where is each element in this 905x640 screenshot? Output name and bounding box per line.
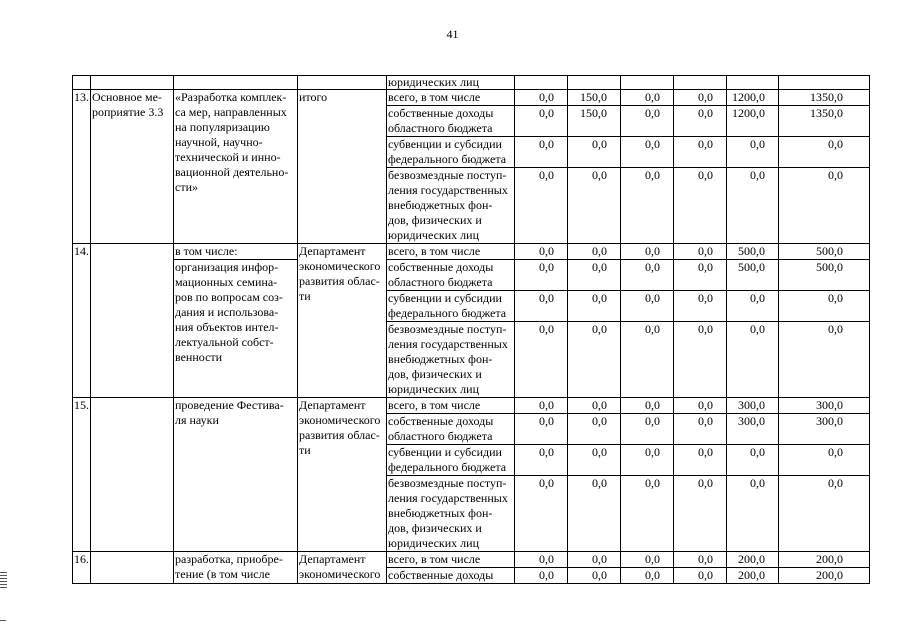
cell-kind [91, 244, 174, 398]
name-line: ров по вопросам соз- [175, 290, 283, 304]
cell-value: 300,0 [727, 414, 779, 445]
cell-value: 0,0 [674, 90, 727, 106]
cell-executor [298, 552, 387, 584]
source-line: всего, в том числе [388, 244, 481, 258]
cell-source [387, 291, 515, 322]
cell-value: 0,0 [568, 137, 621, 168]
cell-source [387, 445, 515, 476]
cell-value [779, 76, 870, 90]
cell-value: 0,0 [674, 168, 727, 244]
cell-value: 0,0 [515, 168, 568, 244]
cell-value: 0,0 [568, 398, 621, 414]
name-line: технической и инно- [175, 150, 281, 164]
executor-line: развития облас- [299, 428, 380, 442]
source-line: дов, физических и [388, 521, 482, 535]
cell-value: 0,0 [674, 322, 727, 398]
cell-value: 0,0 [515, 291, 568, 322]
cell-value: 0,0 [674, 445, 727, 476]
cell-value: 0,0 [515, 414, 568, 445]
cell-value: 0,0 [621, 568, 674, 584]
source-text: юридических лиц [388, 75, 479, 89]
table-row [73, 76, 870, 90]
source-line: субвенции и субсидии [388, 291, 502, 305]
cell-source [387, 244, 515, 260]
cell-value: 1350,0 [779, 106, 870, 137]
cell-value: 1200,0 [727, 106, 779, 137]
executor-line: Департамент [299, 398, 366, 412]
cell-value: 0,0 [568, 568, 621, 584]
cell-value: 0,0 [674, 260, 727, 291]
source-line: собственные доходы [388, 414, 494, 428]
cell-source [387, 260, 515, 291]
cell-value: 0,0 [515, 106, 568, 137]
cell-value: 0,0 [621, 322, 674, 398]
source-line: собственные доходы [388, 260, 494, 274]
cell-value [674, 76, 727, 90]
cell-source [387, 414, 515, 445]
cell-value: 0,0 [674, 106, 727, 137]
cell-name [174, 398, 298, 552]
source-line: внебюджетных фон- [388, 506, 493, 520]
cell-value: 0,0 [621, 260, 674, 291]
cell-value: 0,0 [779, 445, 870, 476]
source-line: юридических лиц [388, 228, 479, 242]
cell-value: 0,0 [568, 322, 621, 398]
cell-name [174, 552, 298, 584]
source-line: субвенции и субсидии [388, 445, 502, 459]
source-line: областного бюджета [388, 429, 493, 443]
cell-value [727, 76, 779, 90]
cell-value: 200,0 [727, 552, 779, 568]
executor-line: экономического [299, 567, 381, 581]
name-line: тение (в том числе [175, 567, 270, 581]
executor-line: Департамент [299, 244, 366, 258]
cell-value [568, 76, 621, 90]
margin-scan-dash [0, 620, 6, 621]
name-line: са мер, направленных [175, 105, 287, 119]
cell-source [387, 76, 515, 90]
cell-value: 150,0 [568, 90, 621, 106]
cell-value: 1200,0 [727, 90, 779, 106]
kind-line: роприятие 3.3 [92, 105, 164, 119]
margin-scan-mark [0, 572, 7, 588]
cell-no: 15. [73, 398, 91, 552]
cell-value: 150,0 [568, 106, 621, 137]
cell-value: 500,0 [727, 244, 779, 260]
cell-value: 0,0 [515, 90, 568, 106]
cell-value: 0,0 [674, 414, 727, 445]
source-line: юридических лиц [388, 536, 479, 550]
cell-name [174, 260, 298, 398]
cell-value: 0,0 [568, 476, 621, 552]
cell-value: 500,0 [779, 260, 870, 291]
source-line: безвозмездные поступ- [388, 322, 507, 336]
cell-value: 200,0 [779, 568, 870, 584]
name-line: дания и использова- [175, 305, 279, 319]
cell-value: 0,0 [568, 260, 621, 291]
source-line: субвенции и субсидии [388, 137, 502, 151]
cell-value: 0,0 [779, 291, 870, 322]
cell-value: 0,0 [779, 168, 870, 244]
cell-executor [298, 244, 387, 398]
source-line: федерального бюджета [388, 460, 507, 474]
source-line: собственные доходы [388, 568, 494, 582]
cell-value: 0,0 [515, 398, 568, 414]
cell-name [174, 90, 298, 244]
cell-executor [298, 90, 387, 244]
cell-source [387, 137, 515, 168]
executor-line: ти [299, 289, 311, 303]
cell-value: 500,0 [779, 244, 870, 260]
source-line: внебюджетных фон- [388, 198, 493, 212]
cell-value: 0,0 [515, 322, 568, 398]
cell-value: 0,0 [674, 291, 727, 322]
cell-value: 0,0 [621, 291, 674, 322]
executor-line: развития облас- [299, 274, 380, 288]
cell-value: 300,0 [779, 414, 870, 445]
source-line: безвозмездные поступ- [388, 168, 507, 182]
table-row [73, 260, 870, 291]
cell-source [387, 568, 515, 584]
cell-value: 0,0 [727, 476, 779, 552]
source-line: дов, физических и [388, 213, 482, 227]
cell-value: 0,0 [674, 568, 727, 584]
cell-value: 300,0 [727, 398, 779, 414]
cell-value: 0,0 [727, 168, 779, 244]
cell-value: 0,0 [674, 244, 727, 260]
cell-value [621, 76, 674, 90]
cell-value: 1350,0 [779, 90, 870, 106]
cell-value: 0,0 [727, 445, 779, 476]
executor-line: ти [299, 443, 311, 457]
cell-no [73, 76, 91, 90]
cell-source [387, 552, 515, 568]
cell-executor [298, 76, 387, 90]
name-line: вационной деятельно- [175, 165, 289, 179]
name-line: проведение Фестива- [175, 398, 284, 412]
cell-value: 0,0 [727, 291, 779, 322]
cell-value: 0,0 [515, 137, 568, 168]
cell-source [387, 398, 515, 414]
cell-source [387, 322, 515, 398]
cell-value: 0,0 [515, 260, 568, 291]
cell-value: 0,0 [568, 552, 621, 568]
source-line: юридических лиц [388, 382, 479, 396]
source-line: всего, в том числе [388, 552, 481, 566]
source-line: областного бюджета [388, 275, 493, 289]
source-line: федерального бюджета [388, 152, 507, 166]
cell-value: 0,0 [674, 552, 727, 568]
name-line: организация инфор- [175, 260, 279, 274]
name-line: венности [175, 350, 223, 364]
source-line: собственные доходы [388, 106, 494, 120]
cell-value: 0,0 [621, 476, 674, 552]
cell-name [174, 76, 298, 90]
cell-value: 0,0 [515, 552, 568, 568]
cell-value: 0,0 [515, 244, 568, 260]
cell-value: 0,0 [674, 137, 727, 168]
cell-kind [91, 90, 174, 244]
name-line: «Разработка комплек- [175, 90, 287, 104]
cell-kind [91, 398, 174, 552]
source-line: ления государственных [388, 337, 508, 351]
source-line: федерального бюджета [388, 306, 507, 320]
cell-value: 0,0 [674, 398, 727, 414]
cell-value: 0,0 [621, 168, 674, 244]
executor-line: экономического [299, 259, 381, 273]
executor-line: Департамент [299, 552, 366, 566]
cell-source [387, 168, 515, 244]
source-line: безвозмездные поступ- [388, 476, 507, 490]
name-line: разработка, приобре- [175, 552, 283, 566]
page-number: 41 [446, 27, 459, 41]
name-line: сти» [175, 180, 198, 194]
cell-value: 0,0 [568, 291, 621, 322]
cell-value: 200,0 [727, 568, 779, 584]
cell-value: 0,0 [727, 322, 779, 398]
cell-source [387, 90, 515, 106]
source-line: внебюджетных фон- [388, 352, 493, 366]
cell-source [387, 476, 515, 552]
cell-value: 0,0 [515, 568, 568, 584]
budget-table [72, 75, 870, 584]
cell-value: 300,0 [779, 398, 870, 414]
cell-value: 0,0 [779, 322, 870, 398]
name-line: в том числе: [175, 244, 238, 258]
name-line: ля науки [175, 413, 219, 427]
table-row [73, 552, 870, 568]
cell-value: 0,0 [779, 476, 870, 552]
source-line: дов, физических и [388, 367, 482, 381]
table-row [73, 398, 870, 414]
cell-no: 16. [73, 552, 91, 584]
cell-value: 0,0 [621, 552, 674, 568]
cell-value: 0,0 [515, 445, 568, 476]
table-body [73, 76, 870, 584]
name-line: ния объектов интел- [175, 320, 279, 334]
cell-value: 0,0 [621, 106, 674, 137]
cell-value: 0,0 [621, 90, 674, 106]
cell-no: 14. [73, 244, 91, 398]
cell-value: 0,0 [674, 476, 727, 552]
executor-line: экономического [299, 413, 381, 427]
cell-no: 13. [73, 90, 91, 244]
cell-name-header [174, 244, 298, 260]
cell-value [515, 76, 568, 90]
table-row [73, 244, 870, 260]
table-row [73, 90, 870, 106]
source-line: всего, в том числе [388, 90, 481, 104]
cell-value: 0,0 [568, 445, 621, 476]
cell-source [387, 106, 515, 137]
source-line: всего, в том числе [388, 398, 481, 412]
source-line: ления государственных [388, 183, 508, 197]
cell-executor [298, 398, 387, 552]
executor-line: итого [299, 90, 328, 104]
name-line: научной, научно- [175, 135, 263, 149]
kind-line: Основное ме- [92, 90, 162, 104]
cell-value: 500,0 [727, 260, 779, 291]
cell-value: 0,0 [727, 137, 779, 168]
name-line: на популяризацию [175, 120, 270, 134]
cell-value: 200,0 [779, 552, 870, 568]
cell-value: 0,0 [568, 414, 621, 445]
cell-value: 0,0 [621, 398, 674, 414]
name-line: лектуальной собст- [175, 335, 274, 349]
name-line: мационных семина- [175, 275, 278, 289]
cell-kind [91, 76, 174, 90]
cell-value: 0,0 [568, 168, 621, 244]
cell-value: 0,0 [568, 244, 621, 260]
cell-value: 0,0 [621, 445, 674, 476]
cell-value: 0,0 [515, 476, 568, 552]
cell-value: 0,0 [621, 137, 674, 168]
cell-value: 0,0 [779, 137, 870, 168]
cell-value: 0,0 [621, 244, 674, 260]
source-line: ления государственных [388, 491, 508, 505]
source-line: областного бюджета [388, 121, 493, 135]
cell-value: 0,0 [621, 414, 674, 445]
cell-kind [91, 552, 174, 584]
